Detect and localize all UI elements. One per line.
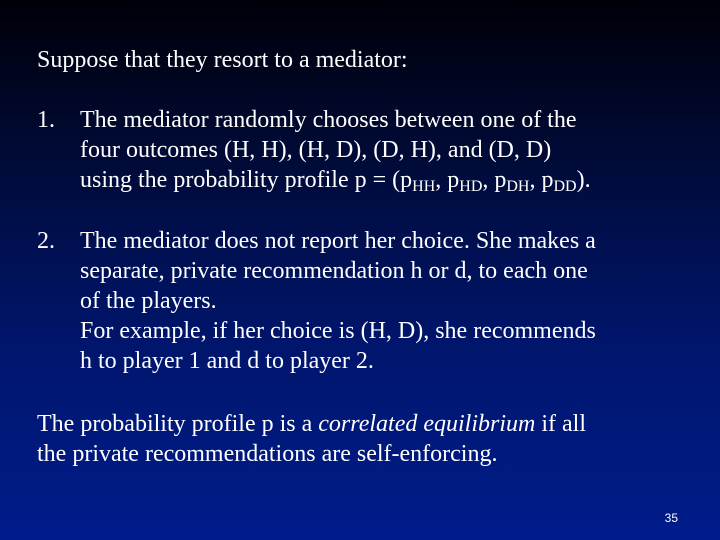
list-item-number: 1. bbox=[37, 107, 55, 133]
list-item-number: 2. bbox=[37, 228, 55, 254]
list-item-line: The mediator does not report her choice. She makes a bbox=[80, 228, 596, 254]
separator: , p bbox=[435, 167, 460, 193]
subscript-hh: HH bbox=[412, 178, 436, 195]
separator: , p bbox=[529, 167, 554, 193]
list-item-body bbox=[80, 105, 591, 195]
list-item-body bbox=[80, 226, 596, 376]
conclusion-suffix: if all bbox=[535, 411, 586, 437]
separator: , p bbox=[482, 167, 507, 193]
subscript-dd: DD bbox=[553, 178, 577, 195]
line-text: using the probability profile p = (p bbox=[80, 167, 413, 193]
subscript-dh: DH bbox=[506, 178, 530, 195]
list-item-line: four outcomes (H, H), (H, D), (D, H), and (D, D) bbox=[80, 137, 552, 163]
line-text: ). bbox=[576, 167, 591, 193]
correlated-equilibrium-term: correlated equilibrium bbox=[318, 411, 536, 437]
intro-text: Suppose that they resort to a mediator: bbox=[37, 47, 408, 73]
conclusion-prefix: The probability profile p is a bbox=[37, 411, 319, 437]
list-item-line: separate, private recommendation h or d, to each one bbox=[80, 258, 588, 284]
page-number: 35 bbox=[664, 511, 678, 525]
list-item-line: of the players. bbox=[80, 288, 217, 314]
conclusion-line: the private recommendations are self-enforcing. bbox=[37, 441, 498, 467]
list-item-line: The mediator randomly chooses between one of the bbox=[80, 107, 577, 133]
list-item-line: For example, if her choice is (H, D), she recommends bbox=[80, 318, 596, 344]
probability-profile-line bbox=[80, 165, 591, 195]
conclusion-text bbox=[37, 409, 586, 469]
subscript-hd: HD bbox=[459, 178, 483, 195]
list-item-line: h to player 1 and d to player 2. bbox=[80, 348, 374, 374]
conclusion-line bbox=[37, 409, 586, 439]
